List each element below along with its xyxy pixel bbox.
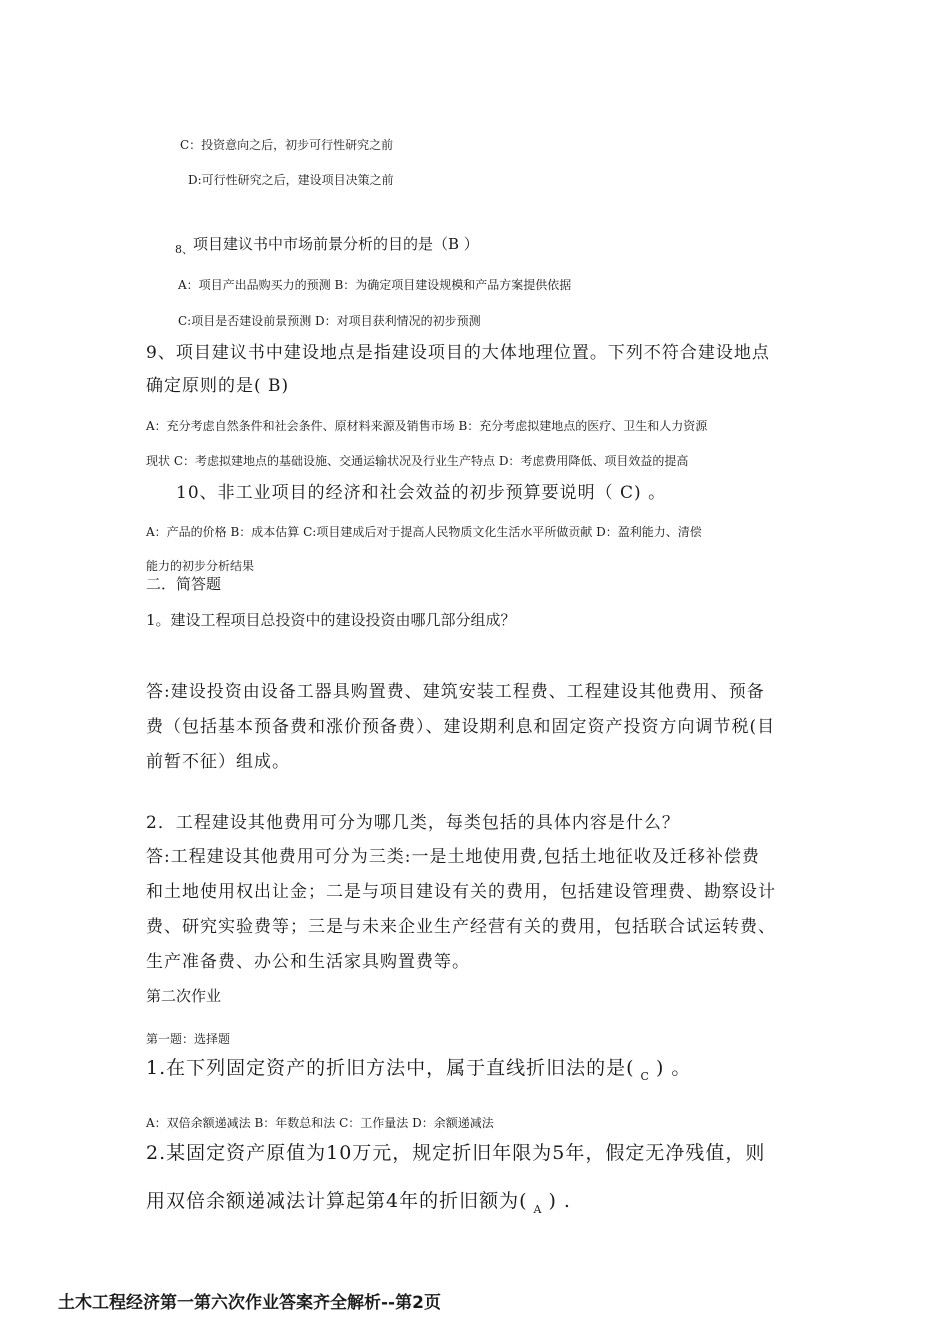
section2-q2: 2．工程建设其他费用可分为哪几类，每类包括的具体内容是什么？ [146, 813, 680, 833]
hw2-q2-line1: 2.某固定资产原值为10万元，规定折旧年限为5年，假定无净残值，则 [146, 1142, 766, 1164]
q7-option-d: D:可行性研究之后，建设项目决策之前 [188, 173, 394, 187]
section2-a1-line1: 答:建设投资由设备工器具购置费、建筑安装工程费、工程建设其他费用、预备 [146, 682, 765, 702]
q9-stem-line1: 9、项目建议书中建设地点是指建设项目的大体地理位置。下列不符合建设地点 [146, 343, 770, 363]
q8-options-ab: A：项目产出品购买力的预测 B：为确定项目建设规模和产品方案提供依据 [178, 278, 572, 292]
hw2-q2-close: ) . [548, 1190, 571, 1212]
hw2-q2-line2 [146, 1186, 571, 1216]
hw2-q1-answer: C [640, 1070, 650, 1083]
section2-a1-line3: 前暂不征）组成。 [146, 752, 290, 772]
hw2-q1-close: ) 。 [655, 1057, 692, 1079]
q10-options-line2: 能力的初步分析结果 [146, 559, 255, 573]
hw2-q1 [146, 1053, 692, 1083]
q8-options-cd: C:项目是否建设前景预测 D：对项目获利情况的初步预测 [178, 314, 481, 328]
section2-title: 二．简答题 [146, 575, 222, 593]
q8-stem [175, 233, 479, 254]
q8-separator: 、 [182, 243, 193, 256]
section2-a2-line1: 答:工程建设其他费用可分为三类:一是土地使用费,包括土地征收及迁移补偿费 [146, 847, 760, 867]
hw2-q2-text: 用双倍余额递减法计算起第4年的折旧额为( [146, 1190, 528, 1212]
section2-a2-line3: 费、研究实验费等；三是与未来企业生产经营有关的费用，包括联合试运转费、 [146, 917, 776, 937]
hw2-title: 第二次作业 [146, 987, 222, 1005]
section2-a1-line2: 费（包括基本预备费和涨价预备费）、建设期利息和固定资产投资方向调节税(目 [146, 717, 776, 737]
hw2-part-label: 第一题：选择题 [146, 1032, 231, 1046]
hw2-q2-answer: A [533, 1203, 543, 1216]
q9-options-line2: 现状 C：考虑拟建地点的基础设施、交通运输状况及行业生产特点 D：考虑费用降低、项目效益的提高 [146, 454, 689, 468]
section2-a2-line2: 和土地使用权出让金；二是与项目建设有关的费用，包括建设管理费、勘察设计 [146, 882, 776, 902]
q7-option-c: C：投资意向之后，初步可行性研究之前 [180, 138, 394, 152]
hw2-q1-options: A：双倍余额递减法 B：年数总和法 C：工作量法 D：余额递减法 [146, 1116, 494, 1130]
page-footer: 土木工程经济第一第六次作业答案齐全解析--第2页 [58, 1293, 441, 1313]
q10-options-line1: A：产品的价格 B：成本估算 C:项目建成后对于提高人民物质文化生活水平所做贡献 D：盈利能力、清偿 [146, 525, 702, 539]
q10-stem: 10、非工业项目的经济和社会效益的初步预算要说明（ C) 。 [176, 483, 667, 503]
q8-number: 8 [175, 243, 182, 256]
q9-options-line1: A：充分考虑自然条件和社会条件、原材料来源及销售市场 B：充分考虑拟建地点的医疗、卫生和人力资源 [146, 419, 708, 433]
section2-q1: 1。建设工程项目总投资中的建设投资由哪几部分组成？ [146, 611, 516, 629]
q8-text: 项目建议书中市场前景分析的目的是（B ） [193, 235, 479, 253]
section2-a2-line4: 生产准备费、办公和生活家具购置费等。 [146, 952, 470, 972]
q9-stem-line2: 确定原则的是( B) [146, 376, 290, 396]
hw2-q1-text: 1.在下列固定资产的折旧方法中，属于直线折旧法的是( [146, 1057, 635, 1079]
